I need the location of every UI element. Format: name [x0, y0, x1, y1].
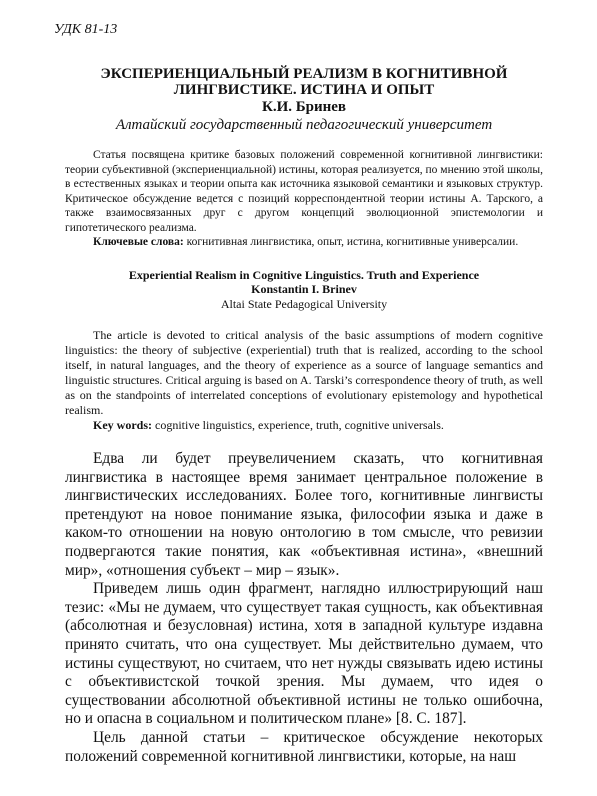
ru-title-line1: ЭКСПЕРИЕНЦИАЛЬНЫЙ РЕАЛИЗМ В КОГНИТИВНОЙ [100, 66, 508, 82]
en-keywords-text: cognitive linguistics, experience, truth, cognitive universals. [152, 418, 444, 432]
en-abstract: The article is devoted to critical analysis of the basic assumptions of modern cognitive linguistics: the theory of subjective (experiential) truth that is realized, according to the school itself, in natural languages, and the theory of experience as a source of language semantics and linguistic structures. Critical arguing is based on A. Tarski’s correspondence theory of truth, as well as on the standpoints of interrelated conceptions of evolutionary epistemology and hypothetical realism. [65, 328, 543, 417]
en-title: Experiential Realism in Cognitive Linguistics. Truth and Experience [128, 267, 480, 282]
ru-keywords-text: когнитивная лингвистика, опыт, истина, когнитивные универсалии. [183, 236, 519, 248]
udk-code: УДК 81-13 [54, 22, 118, 37]
en-keywords-label: Key words: [93, 418, 152, 432]
en-author: Konstantin I. Brinev [251, 282, 357, 296]
ru-abstract: Статья посвящена критике базовых положений современной когнитивной лингвистики: теории субъективной (экспериенциальной) истины, которая реализуется, по мнению этой школы, в естественных языках и теории опыта как источника языковой семантики и языковых структур. Критическое обсуждение ведется с позиций корреспондентной теории истины А. Тарского, а также взаимосвязанных друг с другом концепций эволюционной эпистемологии и гипотетического реализма. [65, 149, 544, 234]
body-paragraph-3: Цель данной статьи – критическое обсуждение некоторых положений современной когнитивной лингвистики, которые, на наш [65, 728, 543, 765]
en-affiliation: Altai State Pedagogical University [220, 296, 388, 311]
ru-affiliation: Алтайский государственный педагогический университет [115, 117, 493, 133]
body-text [65, 450, 543, 766]
ru-keywords-label: Ключевые слова: [93, 236, 184, 248]
ru-author: К.И. Бринев [261, 99, 347, 115]
en-keywords [65, 418, 543, 433]
body-paragraph-1: Едва ли будет преувеличением сказать, что когнитивная лингвистика в настоящее время занимает центральное положение в лингвистических исследованиях. Более того, когнитивные лингвисты претендуют на новое понимание языка, философии языка и даже в каком-то отношении на новую онтологию в том смысле, что ревизии подвергаются такие понятия, как «объективная истина», «внешний мир», «отношения субъект – мир – язык». [65, 450, 543, 579]
ru-title-line2: ЛИНГВИСТИКЕ. ИСТИНА И ОПЫТ [173, 82, 435, 98]
body-paragraph-2: Приведем лишь один фрагмент, наглядно иллюстрирующий наш тезис: «Мы не думаем, что существует такая сущность, как объективная (абсолютная и безусловная) истина, хотя в западной культуре издавна принято считать, что она существует. Мы действительно думаем, что истины существуют, но считаем, что нет нужды связывать идею истины с объективистской точкой зрения. Мы думаем, что идея о существовании абсолютной объективной истины не только ошибочна, но и опасна в социальном и политическом плане» [8. С. 187]. [65, 580, 543, 728]
ru-keywords [65, 235, 543, 250]
